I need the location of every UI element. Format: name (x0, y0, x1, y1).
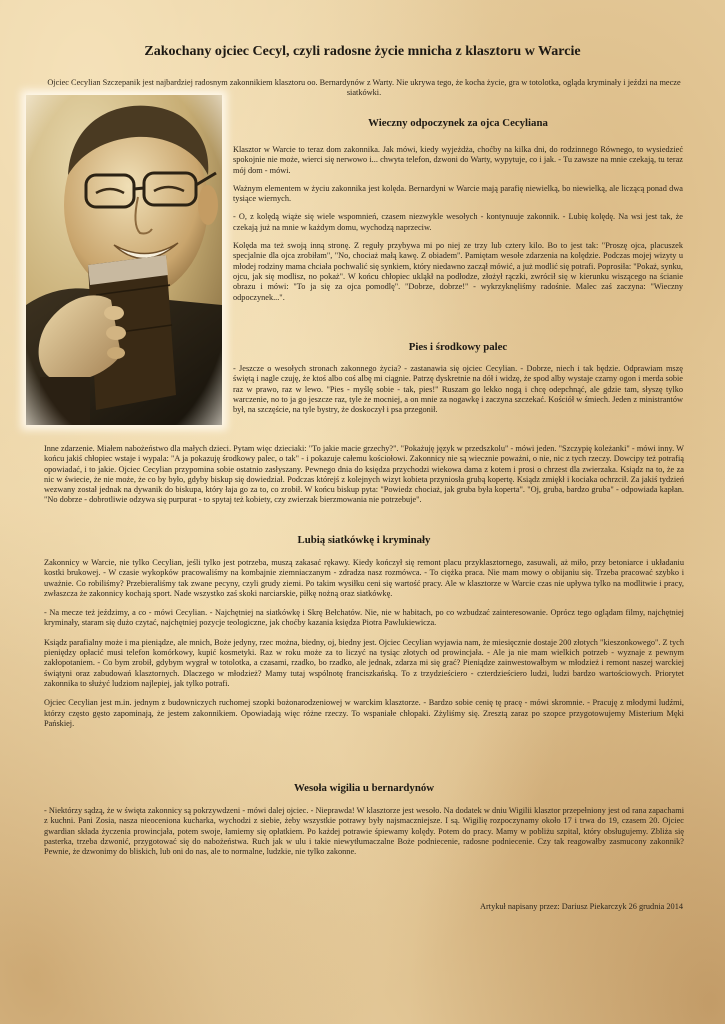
section-pies-i-srodkowy-palec (233, 341, 683, 353)
section-body (44, 558, 684, 729)
monk-portrait-photo (26, 95, 222, 425)
paragraph: Kolęda ma też swoją inną stronę. Z reguły przybywa mi po niej ze trzy lub cztery kilo. Bo to jest tak: "Proszę ojca, placuszek specjalnie dla ojca zrobiłam", "No, chociaż małą kawę. Z obiadem". Pamiętam wesołe zdarzenia na kolędzie. Podczas mojej wizyty u młodej rodziny mama chciała pochwalić się synkiem, który niedawno zaczął mówić, a już modlić się potrafi. Poprosiła: "Pokaż, synku, ojcu, jak się modlisz, no pokaż". W końcu chłopiec ukląkł na podłodze, złożył rączki, zwrócił się w kierunku wiszącego na ścianie obrazu i mówi: "To ja się za ojca pomodlę". "Dobrze, dobrze!" - wykrzyknęliśmy radośnie. Malec zaś zaczyna: "Wieczny odpoczynek...". (233, 241, 683, 302)
author-signature: Artykuł napisany przez: Dariusz Piekarczyk 26 grudnia 2014 (480, 902, 683, 911)
paragraph: - Niektórzy sądzą, że w święta zakonnicy są pokrzywdzeni - mówi dalej ojciec. - Nieprawda! W klasztorze jest wesoło. Na dodatek w dniu Wigilii klasztor przepełniony jest od rana zapachami z kuchni. Pani Zosia, nasza nieoceniona kucharka, wychodzi z siebie, żeby wszystkie potrawy były najsmaczniejsze. I są. Wigilię rozpoczynamy około 17 i trwa do 19, czasem 20. Ojciec gwardian składa życzenia prowincjała, potem swoje, łamiemy się opłatkiem. Po każdej potrawie śpiewamy kolędy. Potem do pracy. Mamy w pobliżu szpital, który obsługujemy. Zbliża się pasterka, trzeba dzwonić, przygotować się do nabożeństwa. Ruch jak w ulu i takie niewytłumaczalne Boże podniecenie, radosne podniecenie. Czy tak reagowałby zasmucony zakonnik? Pewnie, że dzwonimy do bliskich, lub oni do nas, ale to normalne, ludzkie, nie tylko zakonne. (44, 806, 684, 857)
paragraph: Ksiądz parafialny może i ma pieniądze, ale mnich, Boże jedyny, rzec można, biedny, oj, biedny jest. Ojciec Cecylian wyjawia nam, że miesięcznie dostaje 200 złotych "kieszonkowego". Z tych pieniędzy opłacić musi telefon komórkowy, kupić kosmetyki. Raz w roku może za to liczyć na tysiąc złotych od prowincjała. - Ale ja nie mam wielkich potrzeb - wyznaje z pewnym zakłopotaniem. - Co bym zrobił, gdybym wygrał w totolotka, a czasami, rzadko, bo rzadko, ale jednak, zdarza mi się grać? Pieniądze zainwestowałbym w młodzież i remont naszej warckiej świątyni oraz zabudowań klasztornych. Dlaczego w młodzież? Mamy tutaj wspólnotę franciszkańską. To z trzydzieściero - czterdzieściero ludzi, ludzi bardzo wartościowych. Priorytet zakonnika to służyć ludziom najlepiej, jak tylko potrafi. (44, 637, 684, 688)
section-wesola-wigilia (44, 782, 684, 794)
paragraph: - Na mecze też jeździmy, a co - mówi Cecylian. - Najchętniej na siatkówkę i Skrę Bełchatów. Nie, nie w habitach, po co wzbudzać zainteresowanie. Oprócz tego oglądam filmy, najchętniej kryminały, staram się dużo czytać, najchętniej pozycje teologiczne, jak choćby kazania księdza Piotra Pawlukiewicza. (44, 608, 684, 628)
section-heading: Wieczny odpoczynek za ojca Cecyliana (368, 117, 548, 129)
paragraph: Klasztor w Warcie to teraz dom zakonnika. Jak mówi, kiedy wyjeżdża, choćby na kilka dni, do rodzinnego Równego, to wysiedzieć spokojnie nie może, wierci się nerwowo i... chwyta telefon, dzwoni do Warty, wypytuje, co i jak. - Tu zawsze na mnie czekają, tu teraz mój dom - mówi. (233, 145, 683, 175)
section-heading: Pies i środkowy palec (408, 341, 508, 353)
section-heading: Lubią siatkówkę i kryminały (297, 534, 431, 546)
section-wieczny-odpoczynek (233, 117, 683, 129)
paragraph: Inne zdarzenie. Miałem nabożeństwo dla małych dzieci. Pytam więc dzieciaki: "To jakie macie grzechy?". "Pokażuję język w przedszkolu" - mówi jeden. "Szczypię koleżanki" - mówi inny. W końcu jakiś chłopiec wstaje i wypala: "A ja pokazuję środkowy palec, o tak" - i pokazuje całemu kościołowi. Zakonnicy nie są wiecznie poważni, o nie, nic z tych rzeczy. Dowcipy też potrafią opowiadać, i to jakie. Ojciec Cecylian przypomina sobie ostatnio zasłyszany. Pewnego dnia do księdza przychodzi wiekowa dama z kotem i prosi o chrzest dla zwierzaka. Ksiądz na to, że za nic w świecie, że nie może, że co by było, gdyby biskup się dowiedział. Podczas którejś z kolejnych wizyt kobieta przyniosła grubą kopertę. Ksiądz zmiękł i kociaka ochrzcił. Za jakiś tydzień wezwany został jednak na dywanik do biskupa, który łaja go za to, co zrobił. W końcu biskup pyta: "Powiedz chociaż, jak gruba była koperta". "Oj, gruba, bardzo gruba" - odpowiada kapłan. "No dobrze - dobrotliwie odzywa się purpurat - to spytaj też kobiety, czy zwierzak bierzmowania nie potrzebuje". (44, 444, 684, 505)
section-lubia-siatkowke (44, 534, 684, 546)
section-body (44, 806, 684, 857)
article-intro: Ojciec Cecylian Szczepanik jest najbardziej radosnym zakonnikiem klasztoru oo. Bernardynów z Warty. Nie ukrywa tego, że kocha życie, gra w totolotka, ogląda kryminały i jeździ na mecze siatkówki. (47, 78, 681, 98)
paragraph: Ważnym elementem w życiu zakonnika jest kolęda. Bernardyni w Warcie mają parafię niewielką, bo niewielką, ale liczącą ponad dwa tysiące wiernych. (233, 183, 683, 204)
paragraph: - Jeszcze o wesołych stronach zakonnego życia? - zastanawia się ojciec Cecylian. - Dobrze, niech i tak będzie. Odprawiam mszę świętą i nagle czuję, że ktoś albo coś albę mi ciągnie. Patrzę dyskretnie na dół i widzę, że spod alby wystaje czarny ogon i merda sobie raz w prawo, raz w lewo. "Pies - myślę sobie - tak, pies!" Ruszam go lekko nogą i chcę odepchnąć, ale gdzie tam, słyszę tylko warczenie, no to ja go jeszcze raz, tyle że mocniej, a on mnie za nogawkę i zaczyna szczekać. Kościół w śmiech. Jeden z ministrantów był, na szczęście, na tyle bystry, że doskoczył i psa przegonił. (233, 364, 683, 415)
section-body (233, 145, 683, 303)
section-body (44, 444, 684, 506)
section-heading: Wesoła wigilia u bernardynów (293, 782, 435, 794)
paragraph: - O, z kolędą wiąże się wiele wspomnień, czasem niezwykle wesołych - kontynuuje zakonnik. - Lubię kolędę. Na wsi jest tak, że czekają już na mnie w każdym domu, wychodzą naprzeciw. (233, 212, 683, 232)
section-body (233, 364, 683, 415)
paragraph: Ojciec Cecylian jest m.in. jednym z budowniczych ruchomej szopki bożonarodzeniowej w warckim klasztorze. - Bardzo sobie cenię tę pracę - mówi skromnie. - Pracuję z młodymi ludźmi, którzy często gęsto zapominają, że jestem zakonnikiem. Opowiadają więc różne rzeczy. To wspaniałe chłopaki. Zżyliśmy się. Zresztą zaraz po szopce przygotowujemy Misterium Męki Pańskiej. (44, 698, 684, 728)
paragraph: Zakonnicy w Warcie, nie tylko Cecylian, jeśli tylko jest potrzeba, muszą zakasać rękawy. Kiedy kończył się remont placu przyklasztornego, zasuwali, aż miło, przy betoniarce i układaniu kostki brukowej. - W czasie wykopków pracowaliśmy na kombajnie ziemniaczanym - zdradza nasz rozmówca. - To ciężka praca. Nie mam mowy o obijaniu się. Trzeba pracować szybko i uważnie. Co robiliśmy? Przebieraliśmy tak zwane pecyny, czyli grudy ziemi. Po takim wysiłku ceni się wartość pracy. Ale w klasztorze w Warcie czas nie upływa tylko na modlitwie i pracy, zwłaszcza że zakonnicy kochają sport. Nade wszystko zaś skoki narciarskie, piłkę nożną oraz siatkówkę. (44, 558, 684, 598)
article-title: Zakochany ojciec Cecyl, czyli radosne życie mnicha z klasztoru w Warcie (144, 44, 581, 59)
